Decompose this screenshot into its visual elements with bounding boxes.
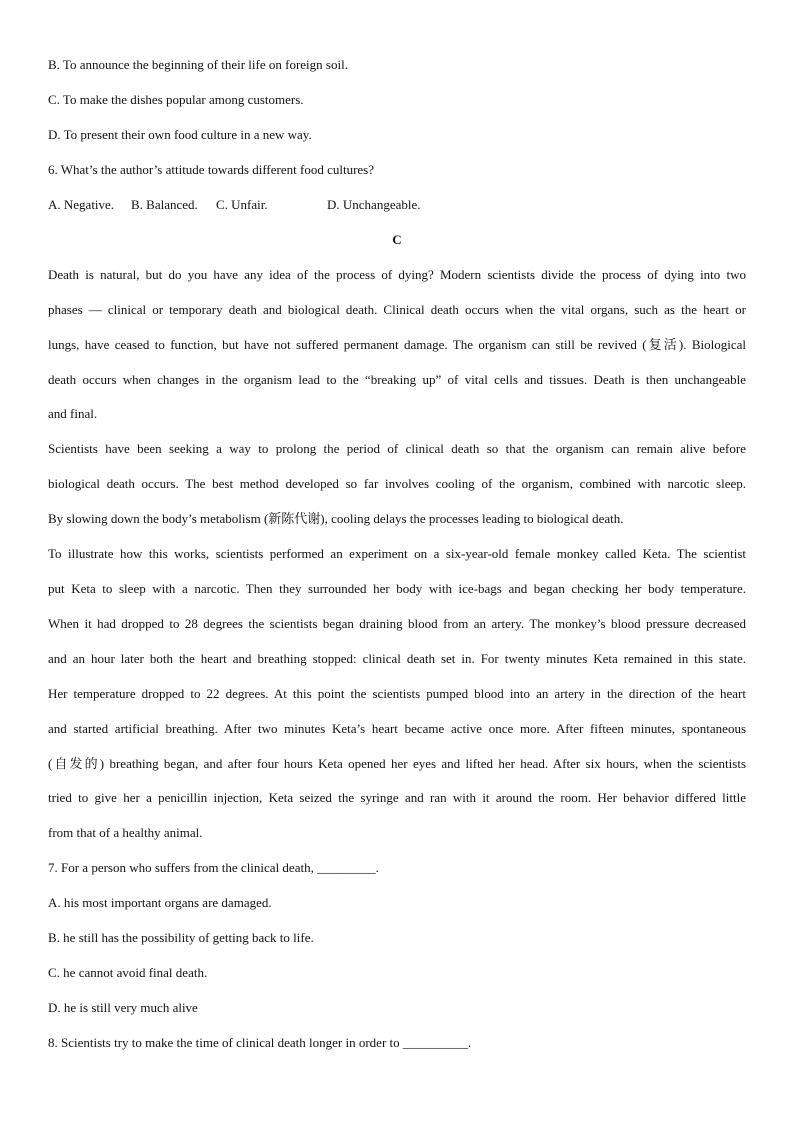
passage-line: and an hour later both the heart and breathing stopped: clinical death set in. For twenty minutes Keta remained in this state. <box>48 651 746 666</box>
passage-line: biological death occurs. The best method developed so far involves cooling of the organism, combined with narcotic sleep. <box>48 476 746 491</box>
passage-line: death occurs when changes in the organism lead to the “breaking up” of vital cells and tissues. Death is then unchangeable <box>48 372 746 387</box>
passage-line: By slowing down the body’s metabolism (新陈代谢), cooling delays the processes leading to biological death. <box>48 511 624 526</box>
q5-option-c: C. To make the dishes popular among customers. <box>48 92 304 107</box>
passage-line: (自发的) breathing began, and after four hours Keta opened her eyes and lifted her head. After six hours, when the scientists <box>48 756 746 771</box>
q6-option-b: B. Balanced. <box>131 197 198 212</box>
q7-option-d: D. he is still very much alive <box>48 1000 198 1015</box>
passage-line: Death is natural, but do you have any idea of the process of dying? Modern scientists divide the process of dying into two <box>48 267 746 282</box>
q6-option-c: C. Unfair. <box>216 197 268 212</box>
q8-stem: 8. Scientists try to make the time of clinical death longer in order to __________. <box>48 1035 472 1050</box>
section-label: C <box>392 232 402 247</box>
passage-line: lungs, have ceased to function, but have not suffered permanent damage. The organism can still be revived (复活). Biological <box>48 337 746 352</box>
passage-line: and final. <box>48 406 98 421</box>
passage-line: Her temperature dropped to 22 degrees. At this point the scientists pumped blood into an artery in the direction of the heart <box>48 686 746 701</box>
q7-stem: 7. For a person who suffers from the clinical death, _________. <box>48 860 379 875</box>
q5-option-b: B. To announce the beginning of their life on foreign soil. <box>48 57 348 72</box>
q7-option-c: C. he cannot avoid final death. <box>48 965 208 980</box>
passage-line: and started artificial breathing. After two minutes Keta’s heart became active once more. After fifteen minutes, spontaneous <box>48 721 746 736</box>
q6-option-d: D. Unchangeable. <box>327 197 421 212</box>
q6-options <box>48 195 746 215</box>
q6-option-a: A. Negative. <box>48 197 115 212</box>
passage-line: To illustrate how this works, scientists performed an experiment on a six-year-old female monkey called Keta. The scientist <box>48 546 746 561</box>
passage-line: phases — clinical or temporary death and biological death. Clinical death occurs when the vital organs, such as the heart or <box>48 302 746 317</box>
passage-line: When it had dropped to 28 degrees the scientists began draining blood from an artery. The monkey’s blood pressure decreased <box>48 616 746 631</box>
q6-stem: 6. What’s the author’s attitude towards different food cultures? <box>48 162 374 177</box>
passage-line: put Keta to sleep with a narcotic. Then they surrounded her body with ice-bags and began checking her body temperature. <box>48 581 746 596</box>
q5-option-d: D. To present their own food culture in a new way. <box>48 127 312 142</box>
passage-line: tried to give her a penicillin injection, Keta seized the syringe and ran with it around the room. Her behavior differed little <box>48 790 746 805</box>
passage-line: from that of a healthy animal. <box>48 825 203 840</box>
passage-line: Scientists have been seeking a way to prolong the period of clinical death so that the organism can remain alive before <box>48 441 746 456</box>
q7-option-b: B. he still has the possibility of getting back to life. <box>48 930 314 945</box>
q7-option-a: A. his most important organs are damaged. <box>48 895 272 910</box>
